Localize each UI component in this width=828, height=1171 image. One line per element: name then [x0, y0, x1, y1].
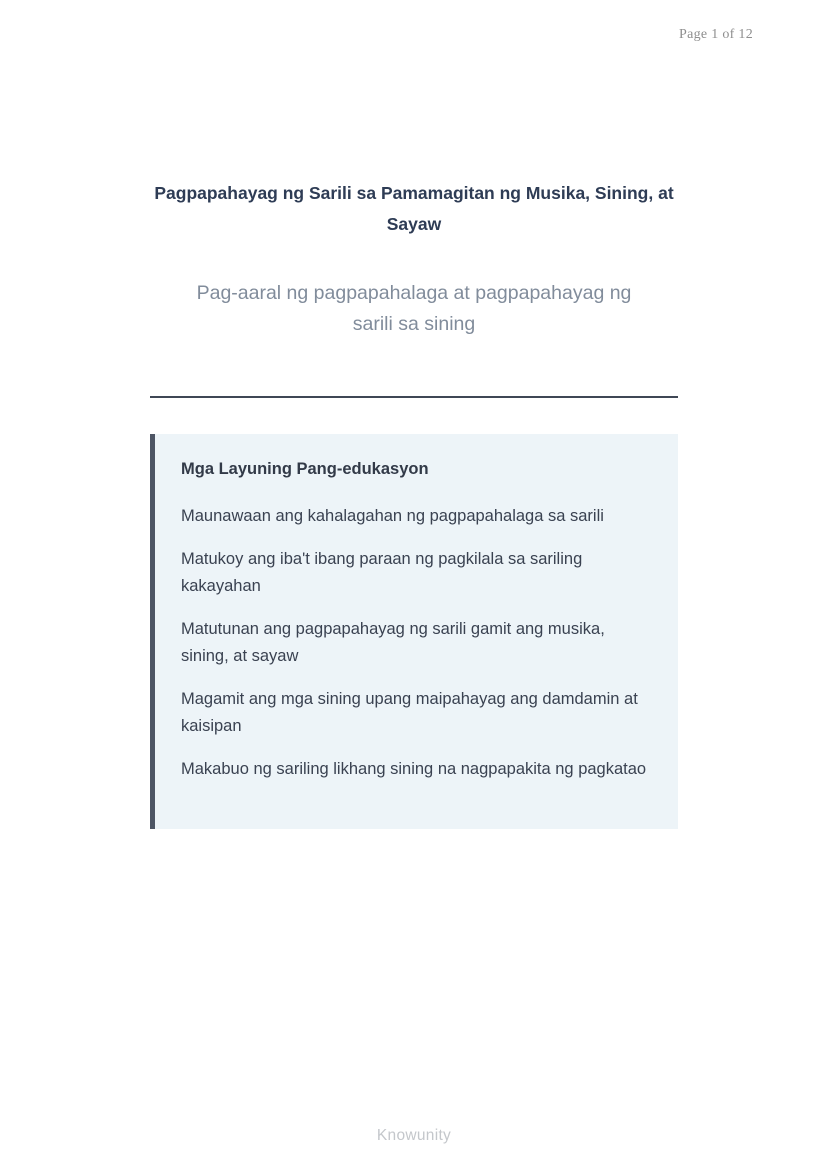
objectives-heading: Mga Layuning Pang-edukasyon: [181, 460, 429, 478]
divider: [150, 396, 678, 398]
objective-item: Matutunan ang pagpapahayag ng sarili gamit ang musika, sining, at sayaw: [181, 620, 605, 665]
objective-item: Magamit ang mga sining upang maipahayag ang damdamin at kaisipan: [181, 690, 638, 735]
footer-brand: Knowunity: [376, 1127, 452, 1144]
document-title: Pagpapahayag ng Sarili sa Pamamagitan ng Musika, Sining, at Sayaw: [154, 183, 674, 234]
content-area: [150, 0, 678, 829]
objective-item: Maunawaan ang kahalagahan ng pagpapahalaga sa sarili: [181, 507, 604, 525]
objective-item: Matukoy ang iba't ibang paraan ng pagkilala sa sariling kakayahan: [181, 550, 583, 595]
objective-item: Makabuo ng sariling likhang sining na nagpapakita ng pagkatao: [181, 760, 647, 778]
document-subtitle: Pag-aaral ng pagpapahalaga at pagpapahayag ng sarili sa sining: [196, 282, 632, 335]
objectives-box: [150, 434, 678, 829]
objectives-list: [181, 503, 648, 783]
page-number-indicator: Page 1 of 12: [679, 27, 753, 42]
